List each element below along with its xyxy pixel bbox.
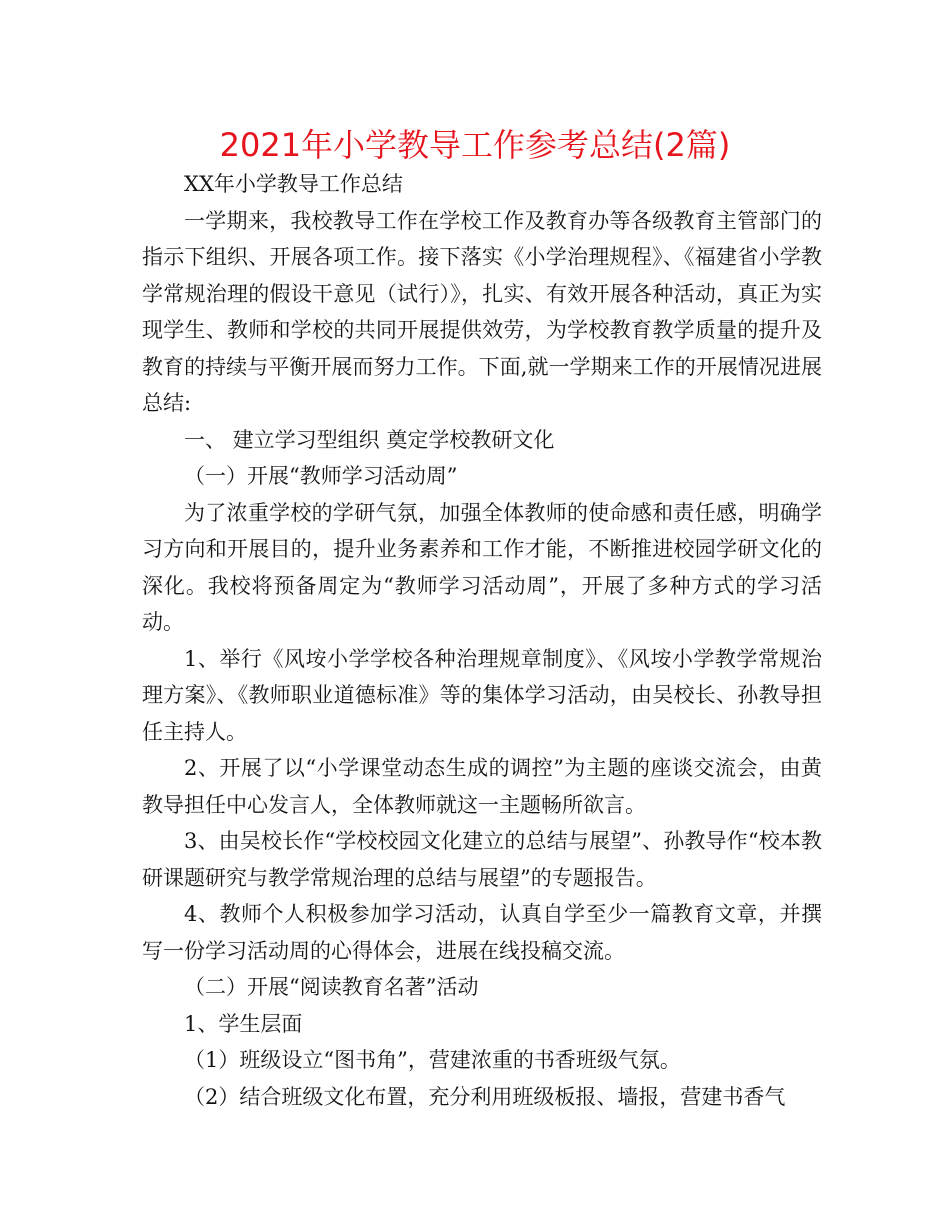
section-heading-1: 一、 建立学习型组织 奠定学校教研文化 (184, 427, 555, 452)
document-title: 2021年小学教导工作参考总结(2篇) (219, 126, 731, 164)
list-item-1: 1、举行《风垵小学学校各种治理规章制度》、《风垵小学教学常规治理方案》、《教师职业道德标准》等的集体学习活动，由吴校长、孙教导担任主持人。 (142, 646, 822, 744)
paragraph-study-week: 为了浓重学校的学研气氛，加强全体教师的使命感和责任感，明确学习方向和开展目的，提升业务素养和工作才能，不断推进校园学研文化的深化。我校将预备周定为“教师学习活动周”，开展了多种方式的学习活动。 (142, 500, 822, 634)
paragraph-intro: 一学期来，我校教导工作在学校工作及教育办等各级教育主管部门的指示下组织、开展各项工作。接下落实《小学治理规程》、《福建省小学教学常规治理的假设干意见（试行）》，扎实、有效开展各种活动，真正为实现学生、教师和学校的共同开展提供效劳，为学校教育教学质量的提升及教育的持续与平衡开展而努力工作。下面,就一学期来工作的开展情况进展总结: (142, 208, 822, 415)
paragraph-subtitle: XX年小学教导工作总结 (184, 172, 403, 196)
list-item-4: 4、教师个人积极参加学习活动，认真自学至少一篇教育文章，并撰写一份学习活动周的心得体会，进展在线投稿交流。 (142, 902, 822, 963)
sub-item-1: （1）班级设立“图书角”，营建浓重的书香班级气氛。 (184, 1048, 681, 1072)
list-item-3: 3、由吴校长作“学校校园文化建立的总结与展望”、孙教导作“校本教研课题研究与教学常规治理的总结与展望”的专题报告。 (142, 829, 822, 890)
subsection-heading-1: （一）开展“教师学习活动周” (184, 464, 458, 488)
student-level-heading: 1、学生层面 (184, 1011, 303, 1036)
subsection-heading-2: （二）开展“阅读教育名著”活动 (184, 975, 479, 999)
sub-item-2: （2）结合班级文化布置，充分利用班级板报、墙报，营建书香气 (184, 1084, 786, 1109)
list-item-2: 2、开展了以“小学课堂动态生成的调控”为主题的座谈交流会，由黄教导担任中心发言人，全体教师就这一主题畅所欲言。 (142, 756, 822, 817)
document-body (142, 166, 822, 1115)
